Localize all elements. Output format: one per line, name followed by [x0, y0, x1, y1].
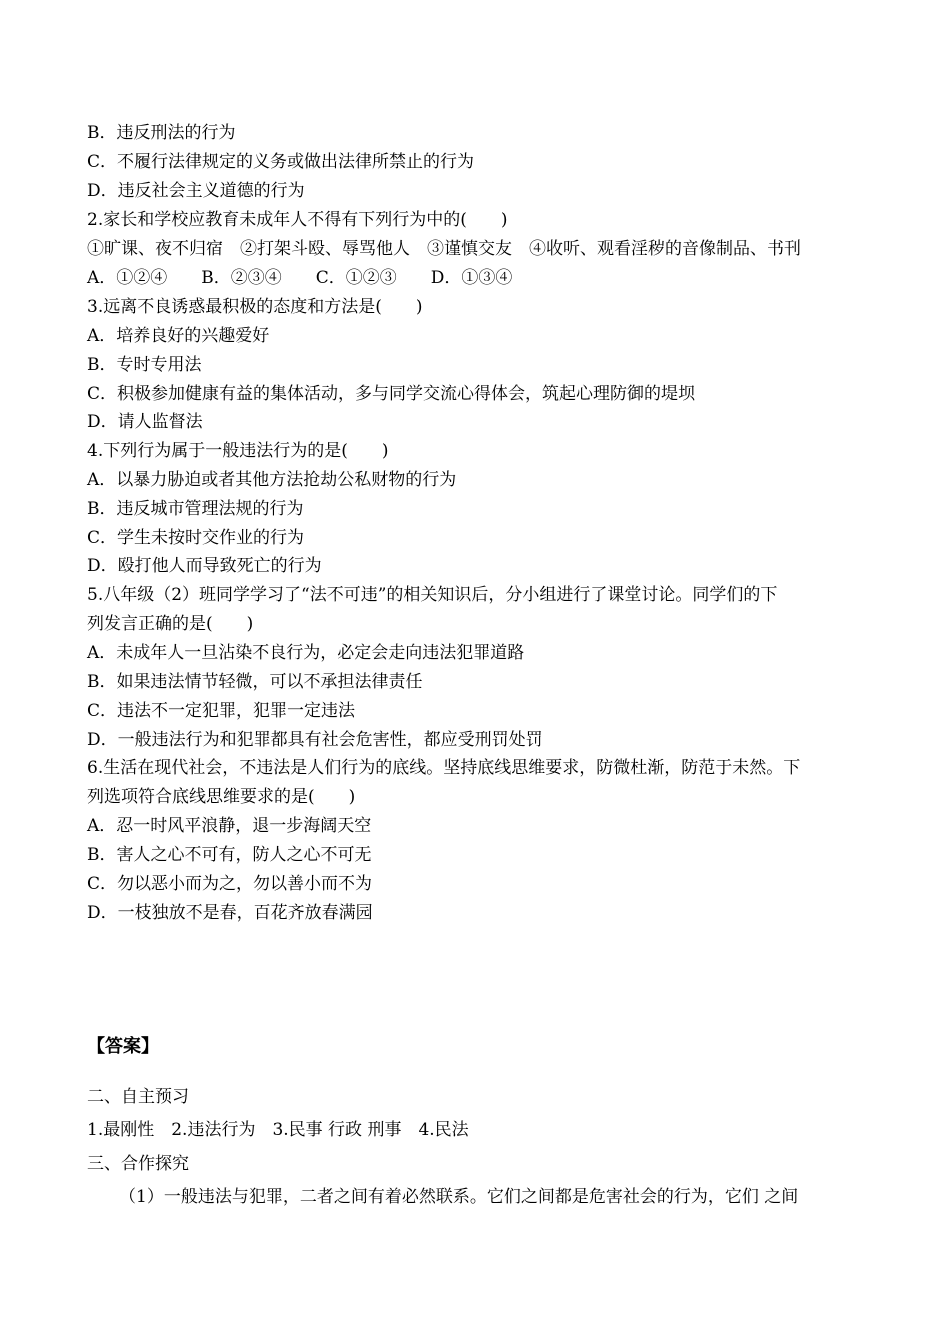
q5-option-a: A．未成年人一旦沾染不良行为，必定会走向违法犯罪道路: [87, 643, 525, 663]
q5-option-c: C．违法不一定犯罪，犯罪一定违法: [87, 701, 356, 721]
q5-stem-line2: 列发言正确的是( ): [87, 614, 254, 634]
q6-stem-line2: 列选项符合底线思维要求的是( ): [87, 787, 356, 807]
q2-stem: 2.家长和学校应教育未成年人不得有下列行为中的( ): [87, 210, 508, 230]
q4-stem: 4.下列行为属于一般违法行为的是( ): [87, 441, 389, 461]
q6-option-a: A．忍一时风平浪静，退一步海阔天空: [87, 816, 372, 836]
q1-option-b: B．违反刑法的行为: [87, 123, 236, 143]
q3-stem: 3.远离不良诱惑最积极的态度和方法是( ): [87, 297, 423, 317]
q1-option-c: C．不履行法律规定的义务或做出法律所禁止的行为: [87, 152, 475, 172]
answer-section2-title: 二、自主预习: [87, 1087, 189, 1107]
q4-option-a: A．以暴力胁迫或者其他方法抢劫公私财物的行为: [87, 470, 457, 490]
q1-option-d: D．违反社会主义道德的行为: [87, 181, 305, 201]
q6-option-d: D．一枝独放不是春，百花齐放春满园: [87, 903, 373, 923]
q4-option-b: B．违反城市管理法规的行为: [87, 499, 304, 519]
q3-option-c: C．积极参加健康有益的集体活动，多与同学交流心得体会，筑起心理防御的堤坝: [87, 384, 696, 404]
q5-stem-line1: 5.八年级（2）班同学学习了“法不可违”的相关知识后，分小组进行了课堂讨论。同学们的下: [87, 585, 778, 605]
q3-option-d: D．请人监督法: [87, 412, 203, 432]
q6-stem-line1: 6.生活在现代社会，不违法是人们行为的底线。坚持底线思维要求，防微杜渐，防范于未然。下: [87, 758, 801, 778]
answer-section3-content: （1）一般违法与犯罪，二者之间有着必然联系。它们之间都是危害社会的行为，它们 之间: [119, 1187, 799, 1207]
answer-section2-content: 1.最刚性 2.违法行为 3.民事 行政 刑事 4.民法: [87, 1120, 469, 1140]
q5-option-b: B．如果违法情节轻微，可以不承担法律责任: [87, 672, 423, 692]
q2-items: ①旷课、夜不归宿 ②打架斗殴、辱骂他人 ③谨慎交友 ④收听、观看淫秽的音像制品、书刊: [87, 239, 801, 259]
q3-option-a: A．培养良好的兴趣爱好: [87, 326, 270, 346]
q3-option-b: B．专时专用法: [87, 355, 202, 375]
answer-section3-title: 三、合作探究: [87, 1154, 189, 1174]
q4-option-c: C．学生未按时交作业的行为: [87, 528, 305, 548]
q5-option-d: D．一般违法行为和犯罪都具有社会危害性，都应受刑罚处罚: [87, 730, 543, 750]
answer-heading: 【答案】: [87, 1036, 159, 1057]
q6-option-c: C．勿以恶小而为之，勿以善小而不为: [87, 874, 373, 894]
q6-option-b: B．害人之心不可有，防人之心不可无: [87, 845, 372, 865]
q4-option-d: D．殴打他人而导致死亡的行为: [87, 556, 322, 576]
q2-options: A．①②④ B．②③④ C．①②③ D．①③④: [87, 268, 513, 288]
